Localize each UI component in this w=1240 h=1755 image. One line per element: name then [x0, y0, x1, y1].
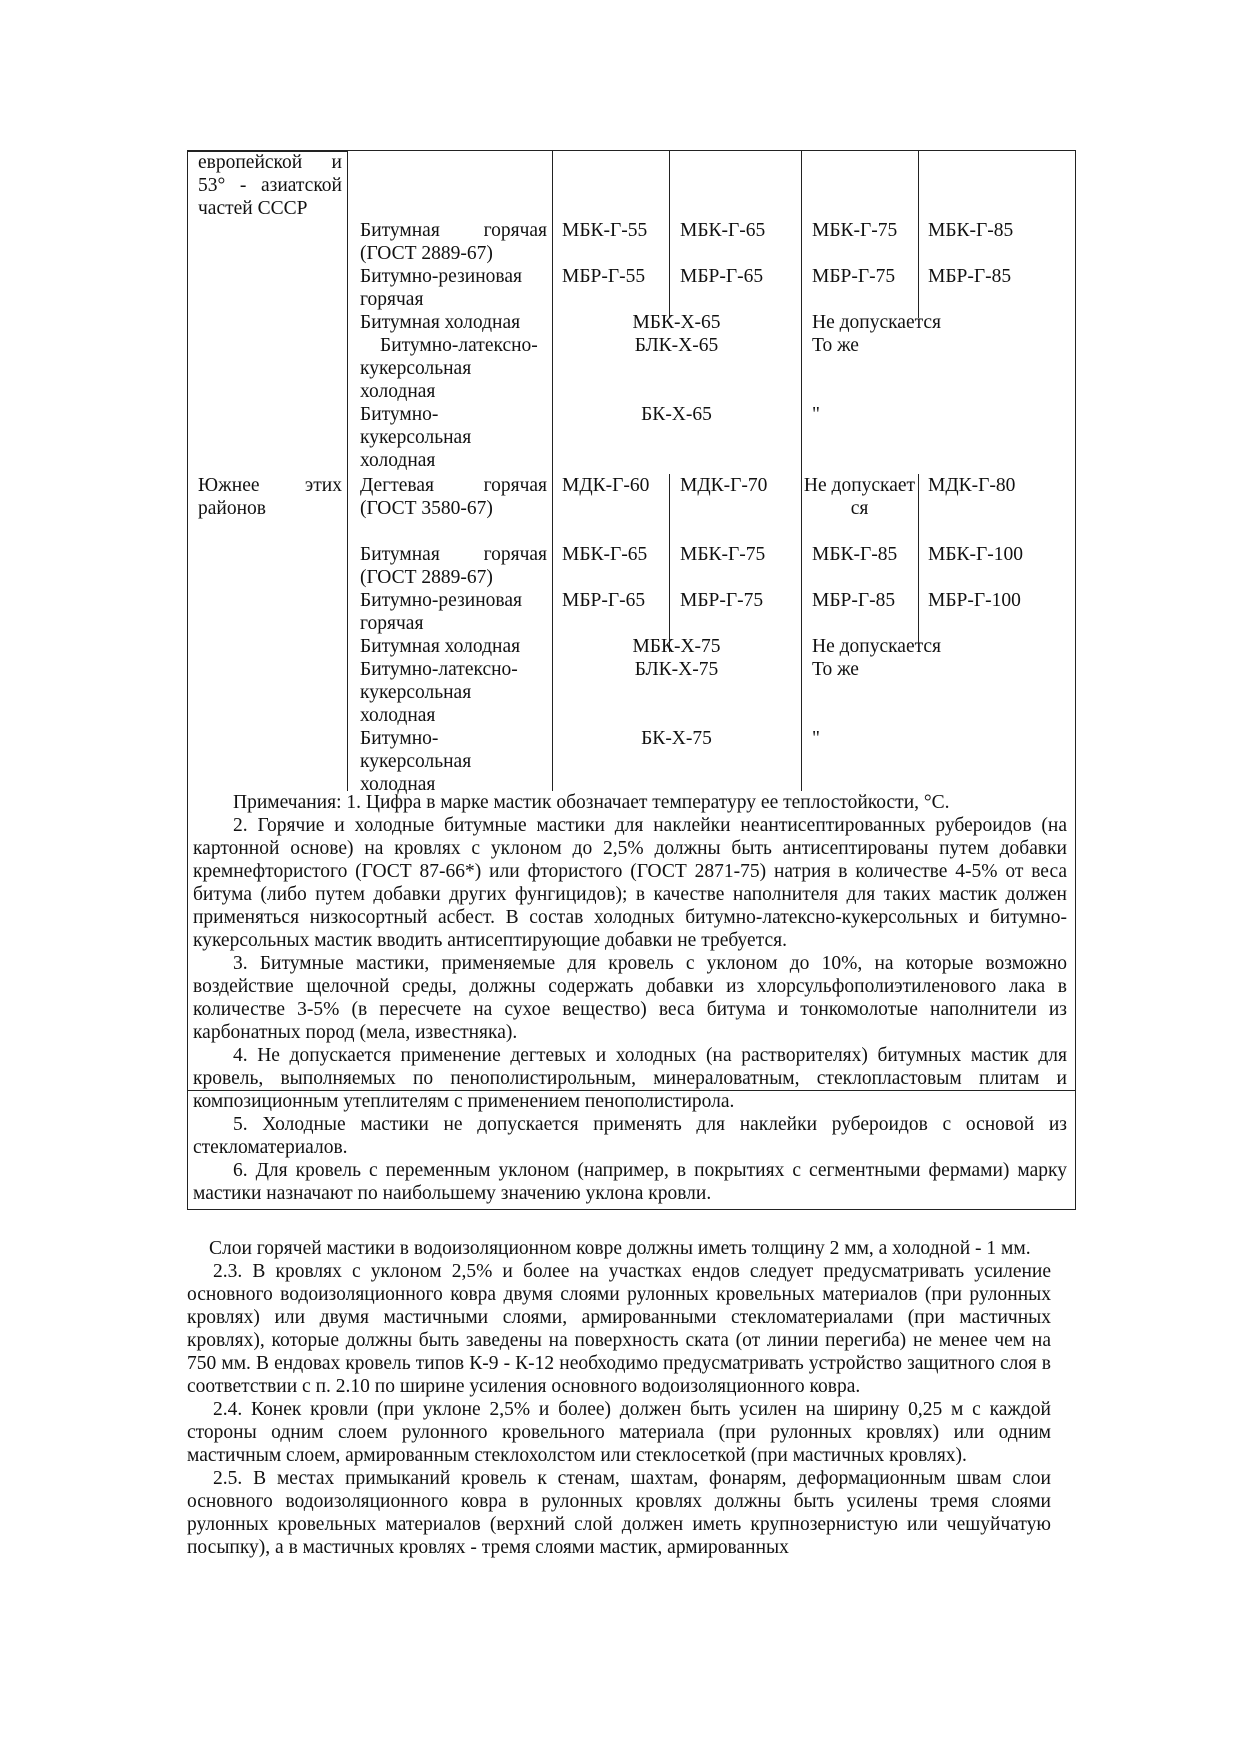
mastic-type-cell: Битумная холодная — [360, 636, 521, 657]
note-paragraph: Примечания: 1. Цифра в марке мастик обозначает температуру ее теплостойкости, °С. — [233, 792, 950, 813]
grade-cell: МБК-Г-65 — [680, 220, 766, 241]
mastic-type-cell: Битумная горячая (ГОСТ 2889-67) — [360, 220, 547, 264]
mastic-type-cell: Битумная холодная — [360, 312, 521, 333]
note-paragraph: 5. Холодные мастики не допускается применять для наклейки рубероидов с основой из стекломатериалов. — [193, 1114, 1067, 1158]
zone-south-cell: Южнее этих районов — [198, 475, 342, 519]
note-paragraph: 4. Не допускается применение дегтевых и холодных (на растворителях) битумных мастик для кровель, выполняемых по пенополистирольным, минераловатным, стеклопластовым плитам и композиционным утеплителям с применением пенополистирола. — [193, 1045, 1067, 1112]
grade-cell: То же — [812, 659, 859, 680]
body-paragraph: 2.4. Конек кровли (при уклоне 2,5% и более) должен быть усилен на ширину 0,25 м с каждой стороны одним слоем рулонного кровельного материала (при рулонных кровлях) или одним мастичным слоем, армированным стеклохолстом или стеклосеткой (при мастичных кровлях). — [187, 1399, 1051, 1466]
grade-cell: МБР-Г-85 — [928, 266, 1012, 287]
grade-cell: МДК-Г-70 — [680, 475, 768, 496]
grade-cell: Не допускается — [803, 475, 916, 519]
note-paragraph: 2. Горячие и холодные битумные мастики для наклейки неантисептированных рубероидов (на картонной основе) на кровлях с уклоном до 2,5% должны быть антисептированы путем добавки кремнефтористого (ГОСТ 87-66*) или фтористого (ГОСТ 2871-75) натрия в количестве 4-5% от веса битума (либо путем добавки других фунгицидов); в качестве наполнителя для таких мастик должен применяться низкосортный асбест. В состав холодных битумно-латексно-кукерсольных и битумно-кукерсольных мастик вводить антисептирующие добавки не требуется. — [193, 815, 1067, 951]
mastic-type-cell: Битумно-резиновая горячая — [360, 590, 522, 634]
mastic-type-cell: Битумная горячая (ГОСТ 2889-67) — [360, 544, 547, 588]
grade-cell: МДК-Г-60 — [562, 475, 650, 496]
table-divider — [669, 474, 670, 652]
table-divider — [801, 151, 802, 791]
grade-cell: БЛК-Х-75 — [634, 659, 719, 680]
ditto-cell: " — [812, 404, 820, 425]
table-divider — [918, 151, 919, 318]
grade-cell: МБР-Г-55 — [562, 266, 646, 287]
grade-cell: МБК-Г-85 — [928, 220, 1014, 241]
table-divider — [347, 151, 348, 791]
grade-cell: МБР-Г-100 — [928, 590, 1021, 611]
grade-cell: БК-Х-65 — [641, 404, 712, 425]
mastic-type-cell: Битумно-резиновая горячая — [360, 266, 522, 310]
mastic-type-cell: Битумно-кукерсольная холодная — [360, 728, 472, 795]
grade-cell: МБК-Г-85 — [812, 544, 898, 565]
grade-cell: МБР-Г-65 — [562, 590, 646, 611]
grade-cell: МБР-Г-75 — [680, 590, 764, 611]
table-divider — [552, 151, 553, 791]
body-paragraph: 2.3. В кровлях с уклоном 2,5% и более на участках ендов следует предусматривать усиление основного водоизоляционного ковра двумя слоями рулонных кровельных материалов (при рулонных кровлях) или двумя мастичными слоями, армированными стекломатериалами (при мастичных кровлях), которые должны быть заведены на поверхность ската (от линии перегиба) не менее чем на 750 мм. В ендовах кровель типов К-9 - К-12 необходимо предусматривать устройство защитного слоя в соответствии с п. 2.10 по ширине усиления основного водоизоляционного ковра. — [187, 1261, 1051, 1397]
grade-cell: МБК-Г-75 — [812, 220, 898, 241]
grade-cell: МБК-Г-100 — [928, 544, 1024, 565]
grade-cell: МБР-Г-85 — [812, 590, 896, 611]
grade-cell: МБК-Г-65 — [562, 544, 648, 565]
mastic-grades-table — [187, 150, 1076, 1210]
grade-cell: Не допускается — [812, 312, 941, 333]
mastic-type-cell: Битумно-латексно-кукерсольная холодная — [360, 335, 538, 402]
table-notes — [193, 791, 1067, 1205]
ditto-cell: " — [812, 728, 820, 749]
grade-cell: МДК-Г-80 — [928, 475, 1016, 496]
grade-cell: БК-Х-75 — [641, 728, 712, 749]
body-paragraph: Слои горячей мастики в водоизоляционном ковре должны иметь толщину 2 мм, а холодной - 1 мм. — [209, 1238, 1031, 1259]
mastic-type-cell: Битумно-латексно-кукерсольная холодная — [360, 659, 518, 726]
body-text — [187, 1237, 1051, 1559]
note-paragraph: 6. Для кровель с переменным уклоном (например, в покрытиях с сегментными фермами) марку мастики назначают по наибольшему значению уклона кровли. — [193, 1160, 1067, 1204]
grade-cell: БЛК-Х-65 — [634, 335, 719, 356]
table-divider — [918, 474, 919, 652]
grade-cell: Не допускается — [812, 636, 941, 657]
grade-cell: МБК-Х-75 — [632, 636, 721, 657]
table-divider — [669, 151, 670, 318]
grade-cell: МБК-Х-65 — [632, 312, 721, 333]
mastic-type-cell: Дегтевая горячая (ГОСТ 3580-67) — [360, 475, 547, 519]
mastic-type-cell: Битумно-кукерсольная холодная — [360, 404, 472, 471]
grade-cell: МБК-Г-55 — [562, 220, 648, 241]
body-paragraph: 2.5. В местах примыканий кровель к стенам, шахтам, фонарям, деформационным швам слои основного водоизоляционного ковра в рулонных кровлях должны быть усилены тремя слоями рулонных кровельных материалов (верхний слой должен иметь крупнозернистую или чешуйчатую посыпку), а в мастичных кровлях - тремя слоями мастик, армированных — [187, 1468, 1051, 1558]
grade-cell: То же — [812, 335, 859, 356]
grade-cell: МБК-Г-75 — [680, 544, 766, 565]
grade-cell: МБР-Г-65 — [680, 266, 764, 287]
grade-cell: МБР-Г-75 — [812, 266, 896, 287]
note-paragraph: 3. Битумные мастики, применяемые для кровель с уклоном до 10%, на которые возможно воздействие щелочной среды, должны содержать добавки из хлорсульфополиэтиленового лака в количестве 3-5% (в пересчете на сухое вещество) веса битума и тонкомолотые наполнители из карбонатных пород (мела, известняка). — [193, 953, 1067, 1043]
zone-north-cell: европейской и 53° - азиатской частей СССР — [198, 152, 342, 219]
